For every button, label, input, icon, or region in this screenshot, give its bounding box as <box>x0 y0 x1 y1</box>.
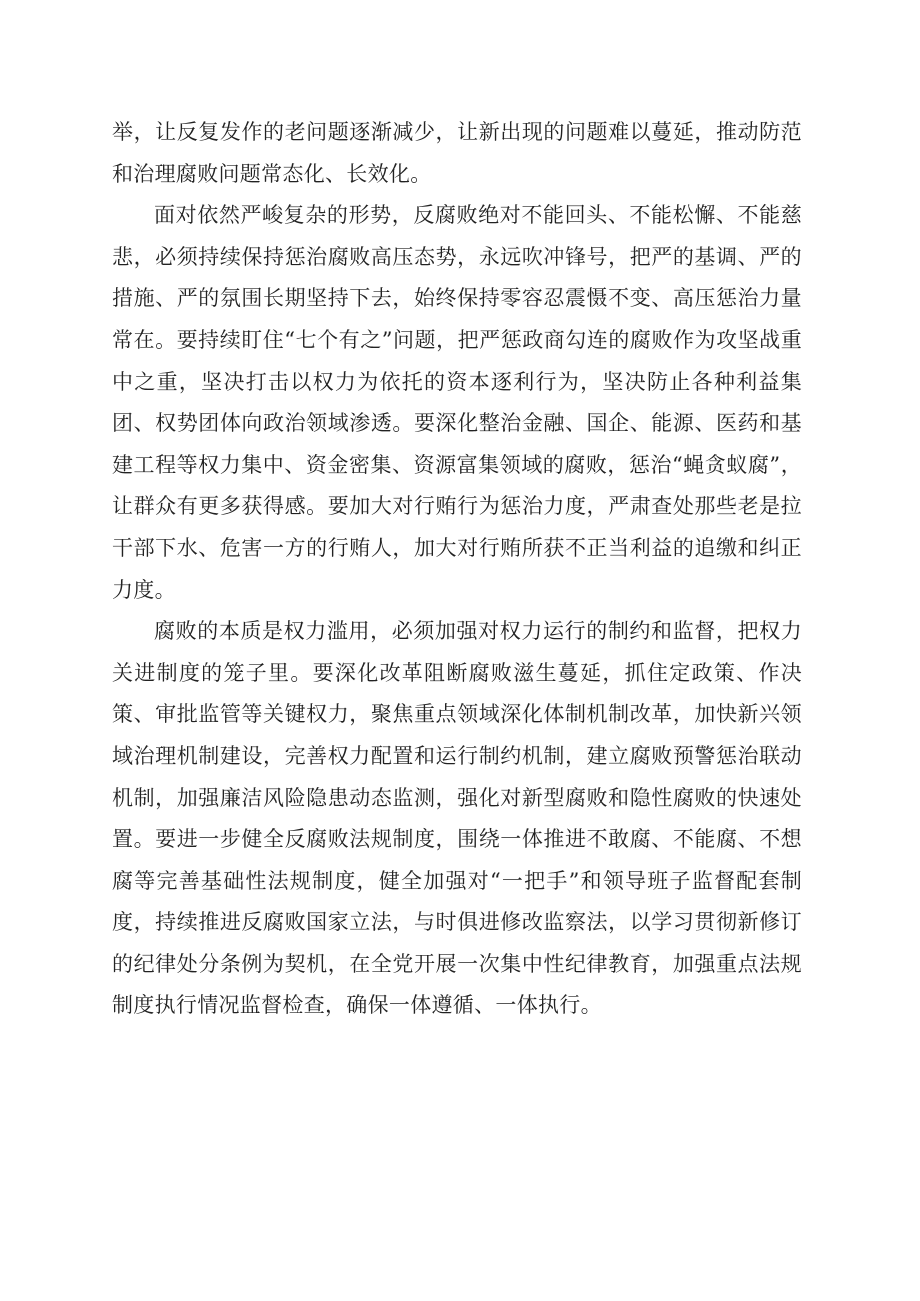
paragraph-3: 腐败的本质是权力滥用，必须加强对权力运行的制约和监督，把权力关进制度的笼子里。要深化改革阻断腐败滋生蔓延，抓住定政策、作决策、审批监管等关键权力，聚焦重点领域深化体制机制改革，加快新兴领域治理机制建设，完善权力配置和运行制约机制，建立腐败预警惩治联动机制，加强廉洁风险隐患动态监测，强化对新型腐败和隐性腐败的快速处置。要进一步健全反腐败法规制度，围绕一体推进不敢腐、不能腐、不想腐等完善基础性法规制度，健全加强对“一把手”和领导班子监督配套制度，持续推进反腐败国家立法，与时俱进修改监察法，以学习贯彻新修订的纪律处分条例为契机，在全党开展一次集中性纪律教育，加强重点法规制度执行情况监督检查，确保一体遵循、一体执行。 <box>112 619 802 1018</box>
paragraph-1: 举，让反复发作的老问题逐渐减少，让新出现的问题难以蔓延，推动防范和治理腐败问题常态化、长效化。 <box>112 120 802 186</box>
paragraph-2: 面对依然严峻复杂的形势，反腐败绝对不能回头、不能松懈、不能慈悲，必须持续保持惩治腐败高压态势，永远吹冲锋号，把严的基调、严的措施、严的氛围长期坚持下去，始终保持零容忍震慑不变、高压惩治力量常在。要持续盯住“七个有之”问题，把严惩政商勾连的腐败作为攻坚战重中之重，坚决打击以权力为依托的资本逐利行为，坚决防止各种利益集团、权势团体向政治领域渗透。要深化整治金融、国企、能源、医药和基建工程等权力集中、资金密集、资源富集领域的腐败，惩治“蝇贪蚁腐”，让群众有更多获得感。要加大对行贿行为惩治力度，严肃查处那些老是拉干部下水、危害一方的行贿人，加大对行贿所获不正当利益的追缴和纠正力度。 <box>112 203 802 602</box>
document-body <box>112 112 802 1027</box>
